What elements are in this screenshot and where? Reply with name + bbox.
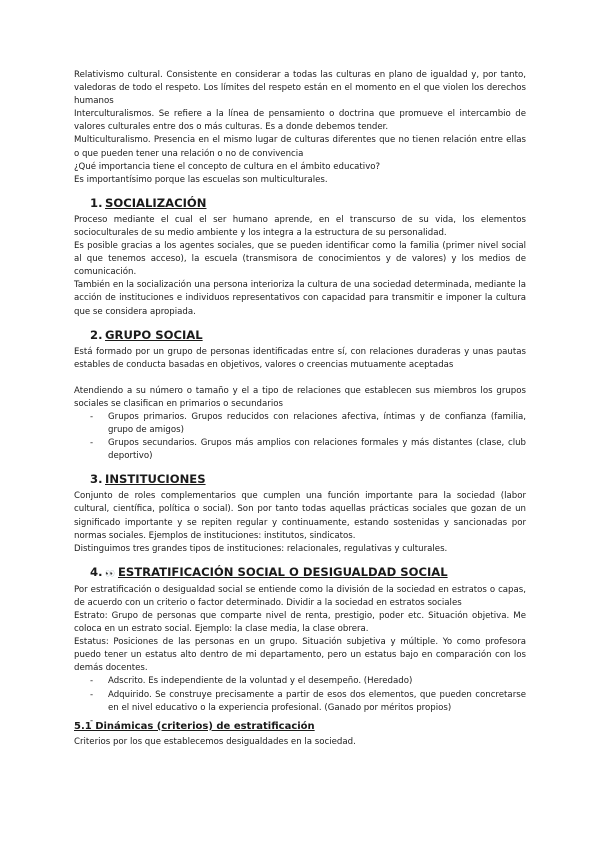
section-number: 1.	[90, 195, 103, 210]
intro-question: ¿Qué importancia tiene el concepto de cultura en el ámbito educativo?	[74, 161, 381, 172]
paragraph: Estrato: Grupo de personas que comparte nivel de renta, prestigio, poder etc. Situación objetiva. Me coloca en un estrato social. Ejemplo: la clase media, la clase obrera.	[74, 611, 526, 635]
intro-answer: Es importantísimo porque las escuelas son multiculturales.	[74, 174, 328, 185]
section-title: SOCIALIZACIÓN	[105, 195, 207, 210]
list-item: - Grupos secundarios. Grupos más amplios con relaciones formales y más distantes (clase, club deportivo)	[74, 437, 526, 463]
status-types-list	[74, 675, 526, 714]
section-heading-grupo-social	[74, 328, 526, 343]
section-heading-socializacion	[74, 196, 526, 211]
section-number: 2.	[90, 327, 103, 342]
section-title: GRUPO SOCIAL	[105, 327, 203, 342]
intro-paragraph: Multiculturalismo. Presencia en el mismo lugar de culturas diferentes que no tienen relación entre ellas o que pueden tener una relación o no de convivencia	[74, 135, 526, 159]
intro-block	[74, 69, 526, 187]
paragraph: Estatus: Posiciones de las personas en un grupo. Situación subjetiva y múltiple. Yo como profesora puedo tener un estatus alto dentro de mi departamento, pero un estatus bajo en comparación con los demás docentes.	[74, 637, 526, 674]
paragraph: Conjunto de roles complementarios que cumplen una función importante para la sociedad (labor cultural, científica, política o social). Son por tanto todas aquellas prácticas sociales que gozan de un significado importante y se repiten regular y continuamente, estando sostenidas y sancionadas por normas sociales. Ejemplos de instituciones: institutos, sindicatos.	[74, 491, 526, 541]
section-heading-estratificacion	[74, 565, 526, 581]
section-title: INSTITUCIONES	[105, 472, 206, 487]
paragraph: Es posible gracias a los agentes sociales, que se pueden identificar como la familia (primer nivel social al que tenemos acceso), la escuela (transmisora de conocimientos y de valores) y los medios de comunicación.	[74, 241, 526, 278]
section-heading-instituciones	[74, 472, 526, 487]
subsection-heading: 5.1 Dinámicas (criterios) de estratificación	[74, 720, 315, 732]
eyes-icon: 👀	[105, 568, 114, 578]
list-item: - Grupos primarios. Grupos reducidos con relaciones afectiva, íntimas y de confianza (familia, grupo de amigos)	[74, 411, 526, 437]
section-number: 3.	[90, 472, 103, 487]
paragraph: También en la socialización una persona interioriza la cultura de una sociedad determinada, mediante la acción de instituciones e individuos representativos con capacidad para transmitir e imponer la cultura que se considera apropiada.	[74, 280, 526, 317]
paragraph: Está formado por un grupo de personas identificadas entre sí, con relaciones duraderas y unas pautas estables de conducta basadas en objetivos, valores o creencias mutuamente aceptadas	[74, 346, 526, 370]
list-item: - Adscrito. Es independiente de la voluntad y el desempeño. (Heredado)	[74, 675, 526, 688]
blank-line	[74, 372, 526, 385]
intro-paragraph: Interculturalismos. Se refiere a la línea de pensamiento o doctrina que promueve el intercambio de valores culturales entre dos o más culturas. Es a donde debemos tender.	[74, 109, 526, 133]
document-page	[74, 69, 526, 749]
section-title: ESTRATIFICACIÓN SOCIAL O DESIGUALDAD SOCIAL	[118, 564, 448, 579]
section-number: 4.	[90, 564, 103, 579]
list-item: - Adquirido. Se construye precisamente a partir de esos dos elementos, que pueden concretarse en el nivel educativo o la experiencia profesional. (Ganado por méritos propios)	[74, 689, 526, 715]
paragraph: Atendiendo a su número o tamaño y el a tipo de relaciones que establecen sus miembros los grupos sociales se clasifican en primarios o secundarios	[74, 385, 526, 409]
paragraph: Criterios por los que establecemos desigualdades en la sociedad.	[74, 736, 356, 747]
paragraph: Por estratificación o desigualdad social se entiende como la división de la sociedad en estratos o capas, de acuerdo con un criterio o factor determinado. Dividir a la sociedad en estratos sociales	[74, 584, 526, 608]
intro-paragraph: Relativismo cultural. Consistente en considerar a todas las culturas en plano de igualdad y, por tanto, valedoras de todo el respeto. Los límites del respeto están en el momento en el que violen los derechos humanos	[74, 70, 526, 107]
paragraph: Proceso mediante el cual el ser humano aprende, en el transcurso de su vida, los elementos socioculturales de su medio ambiente y los integra a la estructura de su personalidad.	[74, 214, 526, 238]
group-types-list	[74, 411, 526, 463]
paragraph: Distinguimos tres grandes tipos de instituciones: relacionales, regulativas y culturales.	[74, 543, 448, 554]
